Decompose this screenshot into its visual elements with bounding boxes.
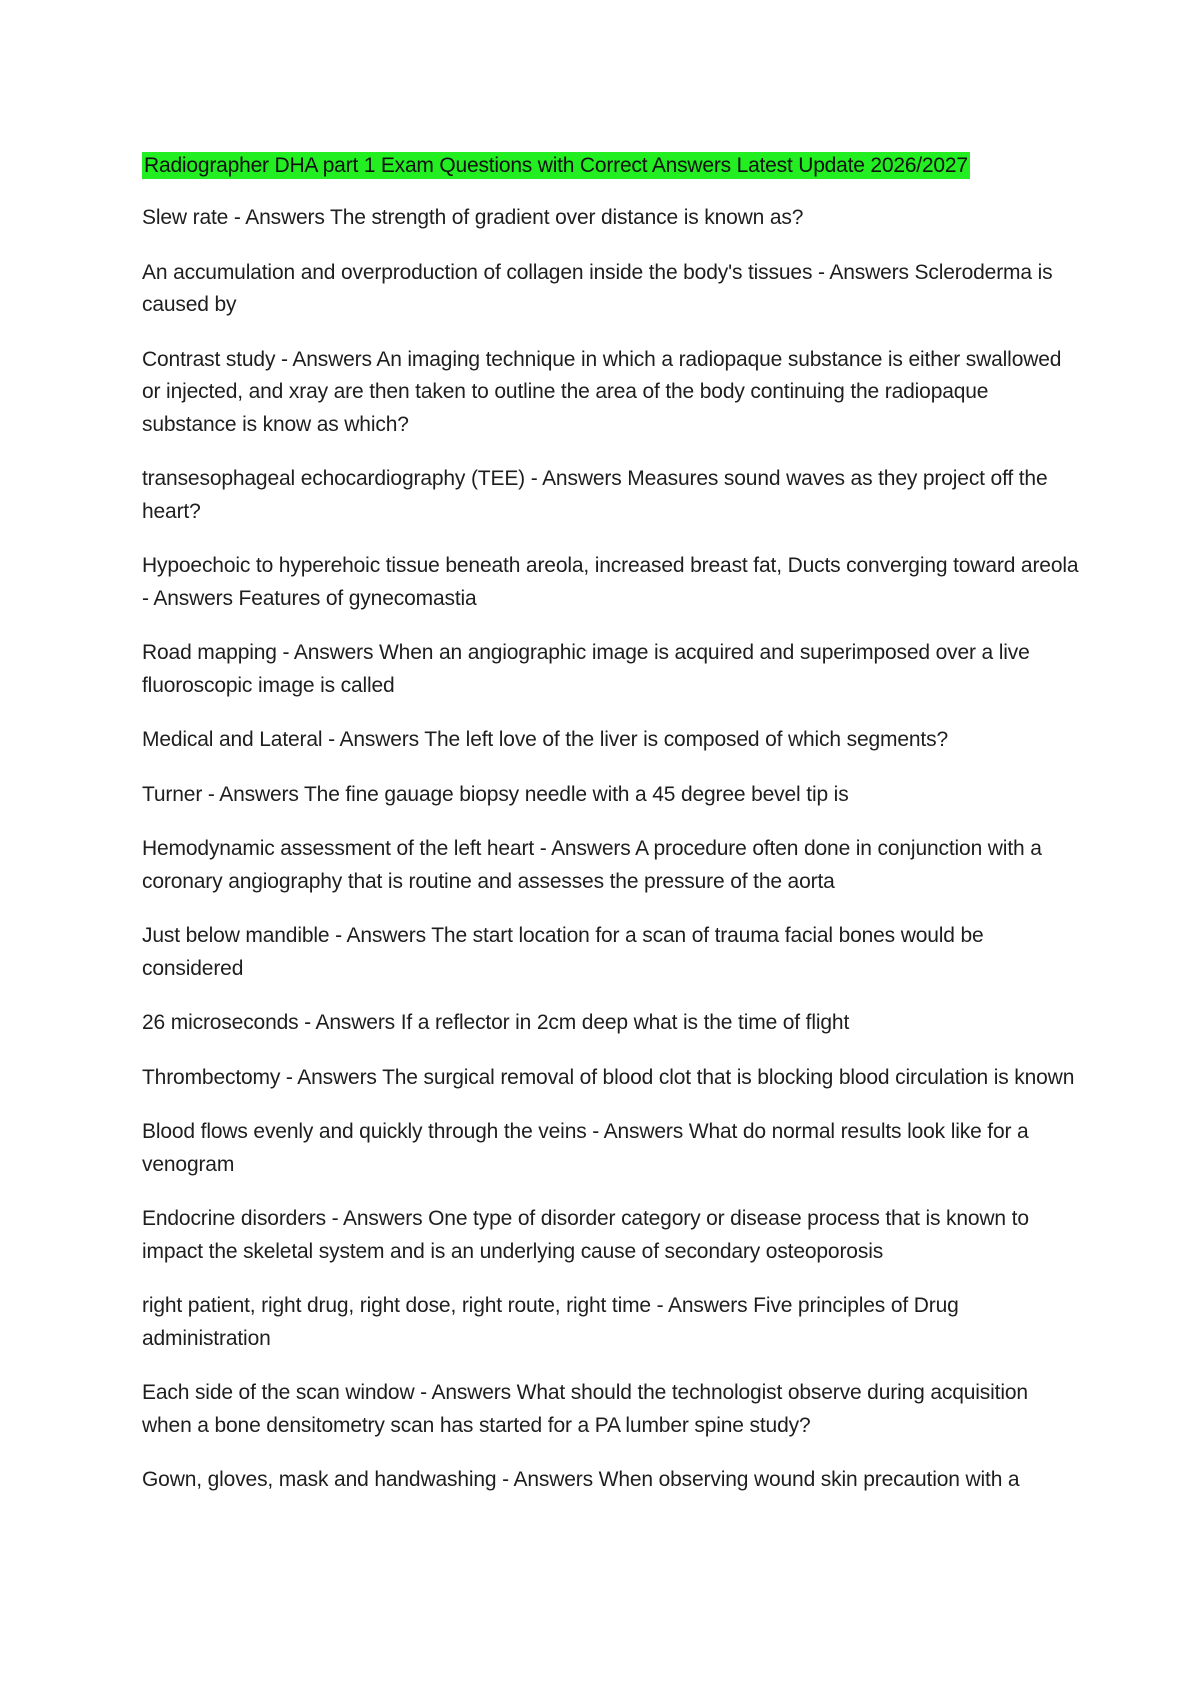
qa-item: Endocrine disorders - Answers One type of disorder category or disease process that is known to impact the skeletal system and is an underlying cause of secondary osteoporosis bbox=[142, 1207, 1029, 1263]
qa-item: Slew rate - Answers The strength of gradient over distance is known as? bbox=[142, 206, 804, 229]
qa-item: Hypoechoic to hyperehoic tissue beneath areola, increased breast fat, Ducts converging toward areola - Answers Features of gynecomastia bbox=[142, 554, 1079, 610]
qa-item: transesophageal echocardiography (TEE) - Answers Measures sound waves as they project off the heart? bbox=[142, 467, 1048, 523]
qa-item: Thrombectomy - Answers The surgical removal of blood clot that is blocking blood circulation is known bbox=[142, 1065, 1075, 1089]
qa-item: Blood flows evenly and quickly through the veins - Answers What do normal results look like for a venogram bbox=[142, 1120, 1029, 1176]
document-content bbox=[142, 150, 1082, 1519]
qa-item: Just below mandible - Answers The start location for a scan of trauma facial bones would be considered bbox=[142, 924, 984, 980]
qa-item: Turner - Answers The fine gauage biopsy needle with a 45 degree bevel tip is bbox=[142, 782, 849, 806]
qa-item: Medical and Lateral - Answers The left love of the liver is composed of which segments? bbox=[142, 728, 948, 751]
qa-item: An accumulation and overproduction of collagen inside the body's tissues - Answers Scleroderma is caused by bbox=[142, 260, 1053, 316]
document-title-block bbox=[142, 150, 1082, 184]
qa-item: right patient, right drug, right dose, right route, right time - Answers Five principles of Drug administration bbox=[142, 1294, 959, 1350]
qa-item: 26 microseconds - Answers If a reflector in 2cm deep what is the time of flight bbox=[142, 1011, 850, 1034]
document-title: Radiographer DHA part 1 Exam Questions with Correct Answers Latest Update 2026/2027 bbox=[144, 154, 968, 177]
qa-item: Gown, gloves, mask and handwashing - Answers When observing wound skin precaution with a bbox=[142, 1468, 1020, 1491]
qa-item: Hemodynamic assessment of the left heart - Answers A procedure often done in conjunction with a coronary angiography that is routine and assesses the pressure of the aorta bbox=[142, 837, 1042, 893]
qa-list bbox=[142, 202, 1082, 1497]
qa-item: Contrast study - Answers An imaging technique in which a radiopaque substance is either swallowed or injected, and xray are then taken to outline the area of the body continuing the radiopaque substance is know as which? bbox=[142, 347, 1062, 436]
qa-item: Road mapping - Answers When an angiographic image is acquired and superimposed over a live fluoroscopic image is called bbox=[142, 641, 1030, 697]
qa-item: Each side of the scan window - Answers What should the technologist observe during acquisition when a bone densitometry scan has started for a PA lumber spine study? bbox=[142, 1381, 1028, 1437]
